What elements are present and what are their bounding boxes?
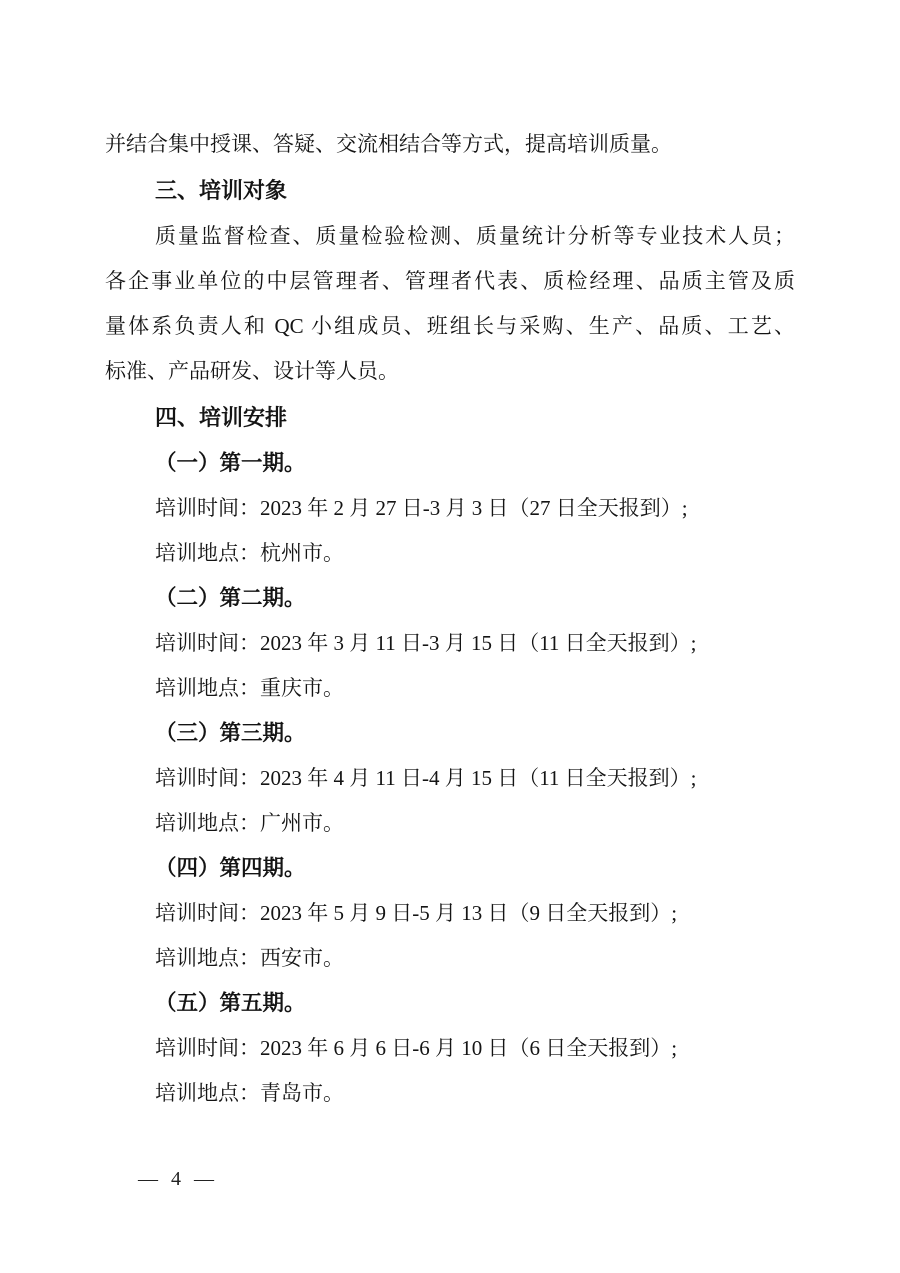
session-3-title: （三）第三期。 bbox=[155, 721, 306, 745]
intro-line: 并结合集中授课、答疑、交流相结合等方式，提高培训质量。 bbox=[105, 132, 672, 156]
session-3-location: 培训地点：广州市。 bbox=[155, 811, 344, 835]
session-5-location: 培训地点：青岛市。 bbox=[155, 1081, 344, 1105]
session-2-location: 培训地点：重庆市。 bbox=[155, 676, 344, 700]
targets-paragraph-line: 标准、产品研发、设计等人员。 bbox=[105, 359, 399, 383]
session-4-time: 培训时间：2023 年 5 月 9 日-5 月 13 日（9 日全天报到）; bbox=[155, 901, 678, 925]
session-4-title: （四）第四期。 bbox=[155, 856, 306, 880]
session-4-location: 培训地点：西安市。 bbox=[155, 946, 344, 970]
session-3-time: 培训时间：2023 年 4 月 11 日-4 月 15 日（11 日全天报到）; bbox=[155, 766, 697, 790]
session-1-title: （一）第一期。 bbox=[155, 451, 306, 475]
session-1-time: 培训时间：2023 年 2 月 27 日-3 月 3 日（27 日全天报到）; bbox=[155, 496, 688, 520]
targets-paragraph-line: 质量监督检查、质量检验检测、质量统计分析等专业技术人员； bbox=[155, 224, 795, 248]
session-1-location: 培训地点：杭州市。 bbox=[155, 541, 344, 565]
section-heading-schedule: 四、培训安排 bbox=[155, 405, 288, 430]
section-heading-targets: 三、培训对象 bbox=[155, 178, 288, 203]
session-2-title: （二）第二期。 bbox=[155, 586, 306, 610]
session-5-title: （五）第五期。 bbox=[155, 991, 306, 1015]
session-2-time: 培训时间：2023 年 3 月 11 日-3 月 15 日（11 日全天报到）; bbox=[155, 631, 697, 655]
targets-paragraph-line: 各企事业单位的中层管理者、管理者代表、质检经理、品质主管及质 bbox=[105, 269, 795, 293]
session-5-time: 培训时间：2023 年 6 月 6 日-6 月 10 日（6 日全天报到）; bbox=[155, 1036, 678, 1060]
page-number: — 4 — bbox=[138, 1168, 218, 1190]
targets-paragraph-line: 量体系负责人和 QC 小组成员、班组长与采购、生产、品质、工艺、 bbox=[105, 314, 795, 338]
